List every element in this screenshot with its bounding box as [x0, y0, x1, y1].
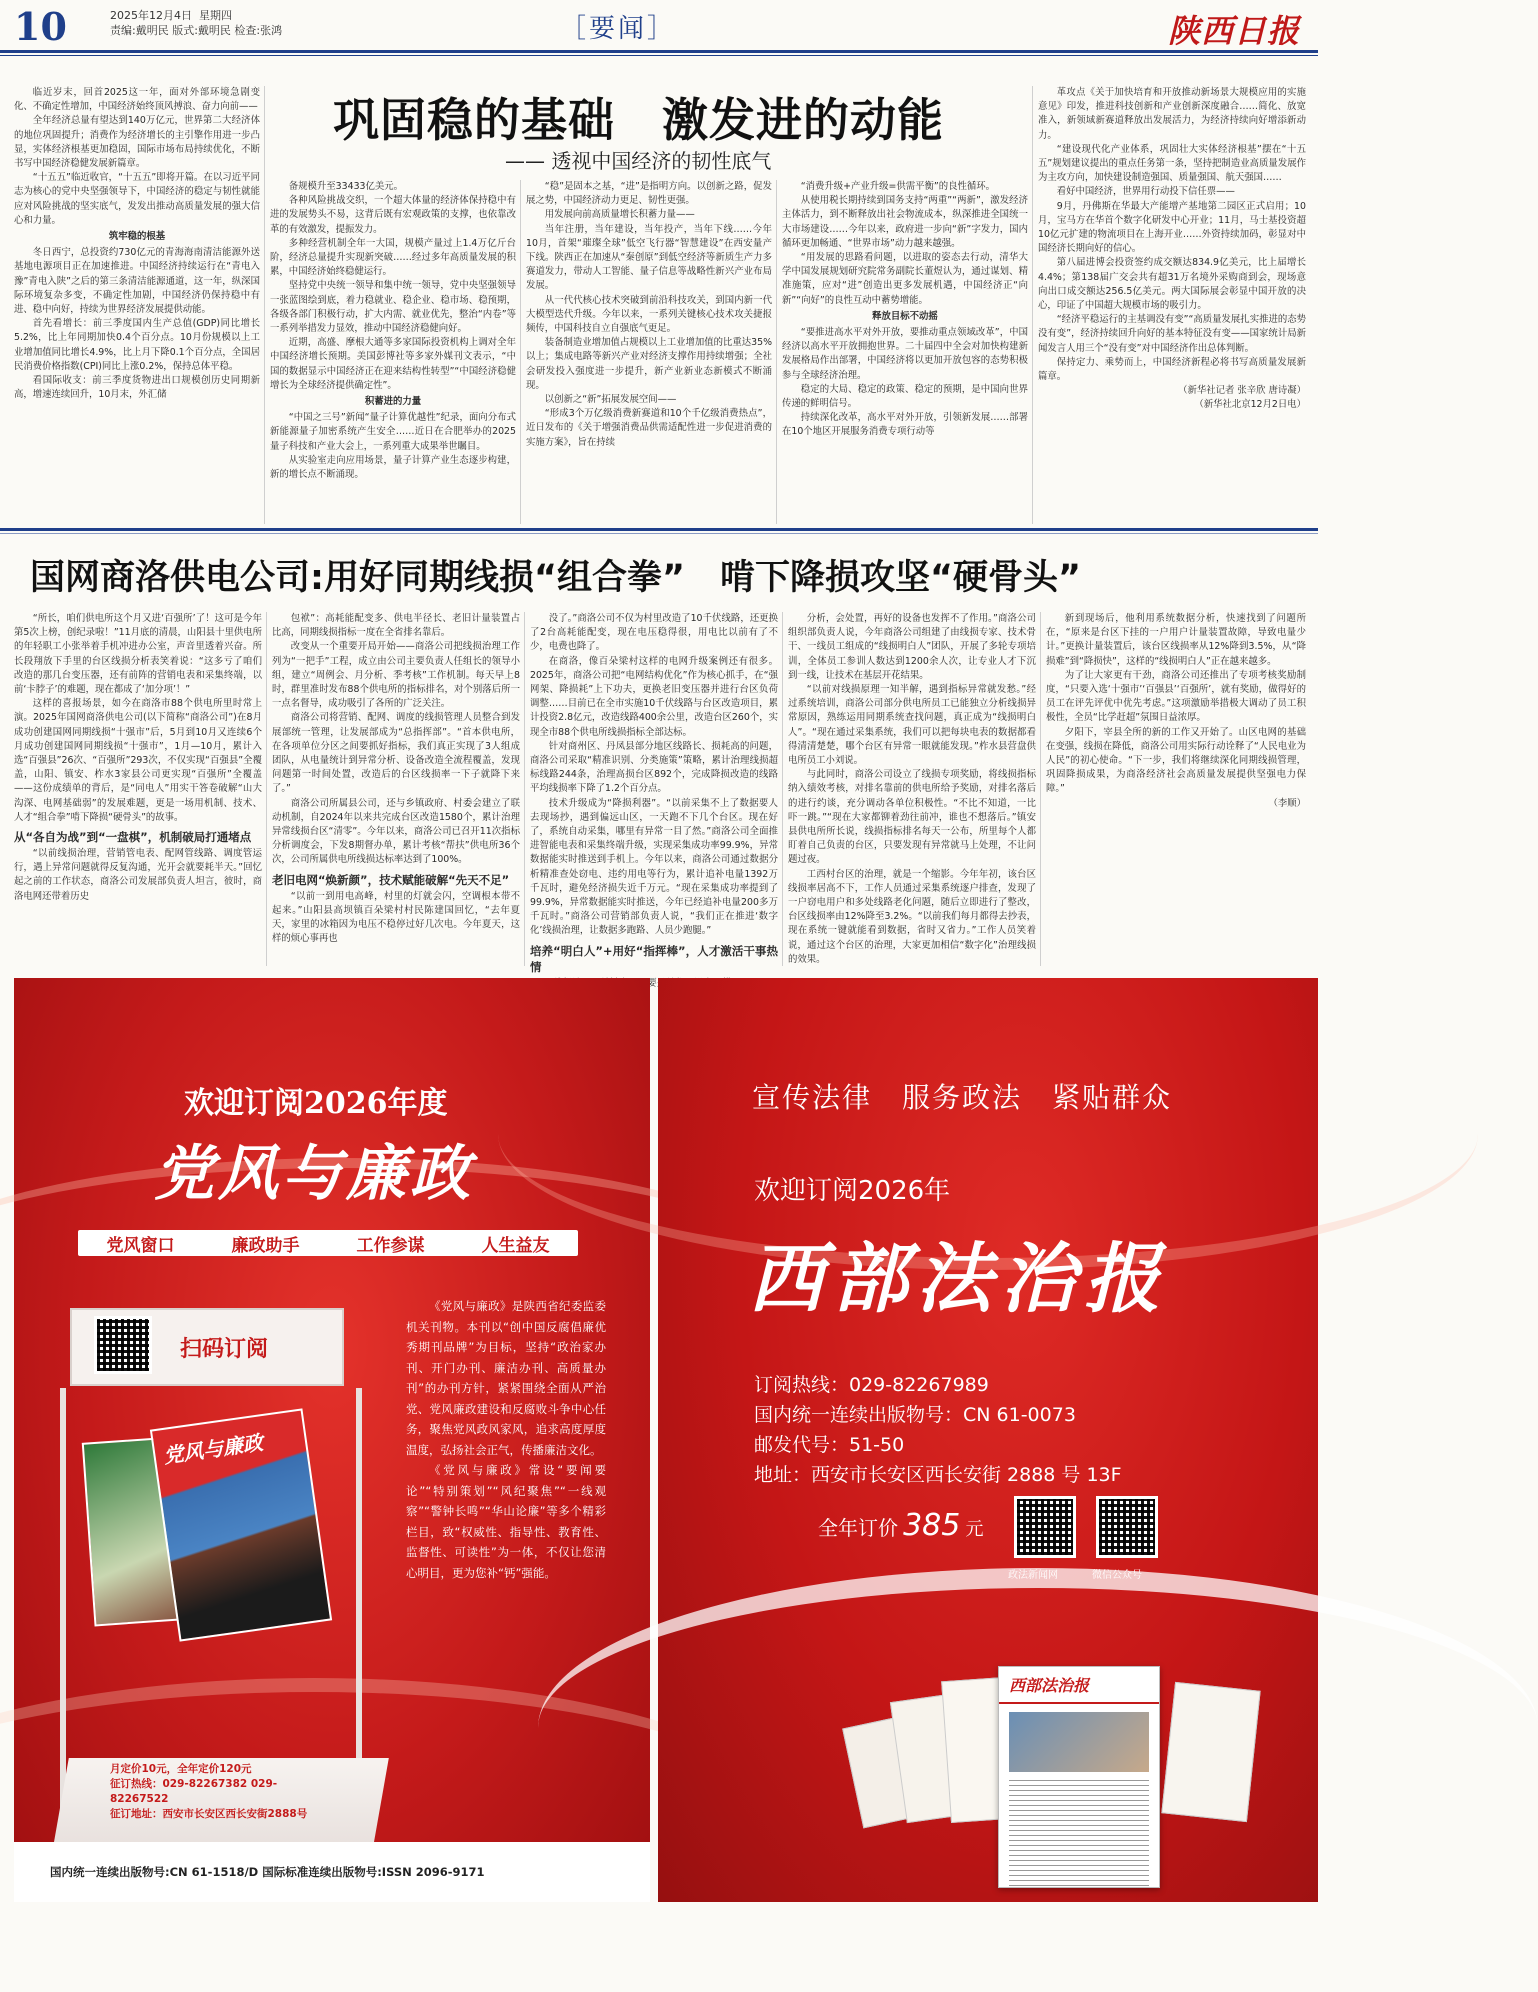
paragraph: 为了让大家更有干劲，商洛公司还推出了专项考核奖励制度，“只要入选‘十强市’‘百强县’‘百强所’，就有奖励，做得好的员工在评先评优中优先考虑。”这项激励举措极大调动了员工积极性，全员“比学赶超”氛围日益浓厚。 — [1046, 669, 1306, 724]
price-unit: 元 — [965, 1519, 984, 1540]
paragraph: 这样的喜报场景，如今在商洛市88个供电所里时常上演。2025年国网商洛供电公司(以下简称“商洛公司”)在8月成功创建国网同期线损“十强市”后，5月到10月又连续6个月成功创建国网同期线损“十强市”，1月—10月，累计入选“百强县”26次、“百强所”293次，不仅实现“百强县”全覆盖，山阳、镇安、柞水3家县公司更实现“百强所”全覆盖——这份成绩单的背后，是“同电人”用实干答卷破解“山大沟深、电网基础弱”的发展难题，更是一场用机制、技术、人才“组合拳”啃下降损“硬骨头”的故事。 — [14, 698, 262, 823]
column-rule — [524, 612, 525, 966]
paragraph: 与此同时，商洛公司设立了线损专项奖励，将线损指标纳入绩效考核，对排名靠前的供电所给予奖励，对排名落后的进行约谈，充分调动各单位积极性。“不比不知道，一比吓一跳。”“现在大家都铆着劲往前冲，谁也不想落后。”镇安县供电所所长说，线损指标排名每天一公布，所里每个人都盯着自己负责的台区，只要发现有异常就马上处理，不让问题过夜。 — [788, 769, 1036, 866]
article2-headline: 国网商洛供电公司:用好同期线损“组合拳” 啃下降损攻坚“硬骨头” — [30, 558, 1082, 598]
paragraph: “以前一到用电高峰，村里的灯就会闪，空调根本带不起来。”山阳县高坝镇百朵梁村村民陈建国回忆，“去年夏天，家里的冰箱因为电压不稳停过好几次电。今年夏天，这样的烦心事再也 — [272, 890, 520, 945]
article1-headline: 巩固稳的基础 激发进的动能 — [333, 93, 944, 147]
paragraph: 夕阳下，宰县全所的新的工作又开始了。山区电网的基础在变强，线损在降低，商洛公司用实际行动诠释了“人民电业为人民”的初心使命。“下一步，我们将继续深化同期线损管理，巩固降损成果，为商洛经济社会高质量发展提供坚强电力保障。” — [1046, 726, 1306, 795]
newspaper-front-page-title: 西部法治报 — [999, 1667, 1159, 1704]
wechat-qr-code[interactable] — [1096, 1496, 1158, 1558]
article1-column-1 — [14, 86, 260, 524]
contact-info — [754, 1370, 1122, 1490]
article2-column-5 — [1046, 612, 1306, 966]
paragraph: 持续深化改革，高水平对外开放，引领新发展……部署在10个地区开展服务消费专项行动等 — [782, 412, 1028, 438]
paragraph: 分析，会处置，再好的设备也发挥不了作用。”商洛公司组织部负责人说，今年商洛公司组建了由线损专家、技术骨干、一线员工组成的“线损明白人”团队，开展了多轮专项培训，全体员工参训人数达到1200余人次，让专业人才下沉到一线，让技术在基层开花结果。 — [788, 613, 1036, 681]
tag: 党风窗口 — [106, 1235, 175, 1256]
paragraph: 全年经济总量有望达到140万亿元，世界第二大经济体的地位巩固提升；消费作为经济增长的主引擎作用进一步凸显，实体经济根基更加稳固，国际市场布局持续优化，不断书写中国经济稳健发展新篇章。 — [14, 115, 260, 170]
issn-info: 国内统一连续出版物号:CN 61-1518/D 国际标准连续出版物号:ISSN 2096-9171 — [50, 1865, 485, 1879]
ad-left-footer — [14, 1842, 650, 1902]
column-rule — [264, 86, 265, 524]
paragraph: 包袱”：高耗能配变多、供电半径长、老旧计量装置占比高，同期线损指标一度在全省排名靠后。 — [272, 613, 520, 639]
publication-number: 国内统一连续出版物号：CN 61-0073 — [754, 1404, 1076, 1426]
price-line: 征订地址：西安市长安区西长安街2888号 — [110, 1808, 308, 1820]
article1-subhead-3: 释放目标不动摇 — [872, 310, 938, 322]
paragraph: 《党风与廉政》是陕西省纪委监委机关刊物。本刊以“创中国反腐倡廉优秀期刊品牌”为目标，坚持“政治家办刊、开门办刊、廉洁办刊、高质量办刊”的办刊方针，紧紧围绕全面从严治党、党风廉政建设和反腐败斗争中心任务，聚焦党风政风家风，追求高度厚度温度，弘扬社会正气，传播廉洁文化。 — [406, 1299, 606, 1457]
scan-subscribe-label: 扫码订阅 — [180, 1337, 269, 1362]
paragraph: “以前线损治理，营销管电表、配网管线路、调度管运行，遇上异常问题就得反复沟通，光开会就要耗半天。”回忆起之前的工作状态，商洛公司发展部负责人坦言，彼时，商洛电网还带着历史 — [14, 848, 262, 902]
paragraph: 首先看增长：前三季度国内生产总值(GDP)同比增长5.2%，比上年同期加快0.4个百分点。10月份规模以上工业增加值同比增长4.9%，比上月下降0.1个百分点，全国居民消费价格指数(CPI)同比上涨0.2%，保持总体平稳。 — [14, 318, 260, 372]
newspaper-logo: 陕西日报 — [1167, 12, 1300, 50]
qr-label: 微信公众号 — [1092, 1570, 1142, 1581]
paragraph: 从一代代核心技术突破到前沿科技攻关，到国内新一代大模型迭代升级。今年以来，一系列关键核心技术攻关捷报频传，中国科技自立自强底气更足。 — [526, 294, 772, 335]
price-info — [110, 1762, 330, 1822]
newspaper-front-page — [998, 1666, 1160, 1888]
newspaper-title: 西部法治报 — [748, 1234, 1168, 1323]
paragraph: “以前对线损原理一知半解，遇到指标异常就发愁。”经过系统培训，商洛公司部分供电所员工已能独立分析线损异常原因，熟练运用同期系统查找问题，真正成为“线损明白人”。“现在通过采集系统，我们可以把每块电表的数据都看得清清楚楚，哪个台区有异常一眼就能发现。”柞水县营盘供电所员工小刘说。 — [788, 684, 1036, 767]
paragraph: “建设现代化产业体系，巩固壮大实体经济根基”摆在“十五五”规划建议提出的重点任务第一条，坚持把制造业高质量发展作为主攻方向，加快建设制造强国、质量强国、航天强国…… — [1038, 143, 1306, 184]
tag: 工作参谋 — [356, 1235, 425, 1256]
ad-right-slogan: 宣传法律 服务政法 紧贴群众 — [752, 1081, 1173, 1114]
byline: （新华社记者 张辛欣 唐诗凝） — [1178, 385, 1306, 397]
price-line: 征订热线：029-82267382 029-82267522 — [110, 1778, 278, 1805]
article2-column-1 — [14, 612, 262, 966]
paragraph: “形成3个万亿级消费新赛道和10个千亿级消费热点”，近日发布的《关于增强消费品供需适配性进一步促进消费的实施方案》，旨在持续 — [526, 408, 772, 448]
masthead-rule — [0, 50, 1318, 53]
paragraph: 多种经营机制全年一大国，规模产量过上1.4万亿斤台阶，经济总量提升实现新突破……经过多年高质量发展的积累，中国经济始终稳健运行。 — [270, 237, 516, 278]
magazine-cover-title: 党风与廉政 — [161, 1430, 265, 1468]
article2-column-3 — [530, 612, 778, 974]
price-line: 月定价10元，全年定价120元 — [110, 1763, 252, 1775]
article1-column-2 — [270, 180, 516, 524]
article1-subhead-2: 积蓄进的力量 — [364, 396, 422, 408]
newspaper-photo — [1009, 1712, 1149, 1772]
newspaper-text-lines — [1009, 1780, 1149, 1890]
paragraph: 改变从一个重要开局开始——商洛公司把线损治理工作列为“一把手”工程，成立由公司主要负责人任组长的领导小组，建立“周例会、月分析、季考核”工作机制。每天早上8时，群里准时发布88个供电所的指标排名，对个别落后所一一点名督导，成功吸引了各所的广泛关注。 — [272, 641, 520, 710]
paragraph: “十五五”临近收官，“十五五”即将开篇。在以习近平同志为核心的党中央坚强领导下，中国经济的稳定与韧性就能应对风险挑战的坚实底气，发发出推动高质量发展的强大信心和力量。 — [14, 172, 260, 226]
paragraph: 从实验室走向应用场景，量子计算产业生态逐步构建，新的增长点不断涌现。 — [270, 454, 516, 481]
magazine-description — [406, 1296, 606, 1583]
paragraph: 用发展向前高质量增长积蓄力量—— — [544, 209, 695, 221]
page-number: 10 — [14, 4, 67, 49]
paragraph: “所长，咱们供电所这个月又进‘百强所’了！这可是今年第5次上榜，创纪录啦！”11月底的清晨，山阳县十里供电所的年轻职工小张举着手机冲进办公室，声音里透着兴奋。所长段翔放下手里的台区线损分析表笑着说：“这多亏了咱们改造的那几台变压器，还有前阵的营销电表和采集终端，以前‘卡脖子’的难题，现在都成了‘加分项’！” — [14, 613, 262, 696]
paragraph: 当年注册，当年建设，当年投产，当年下线……今年10月，首架“璀璨全球”低空飞行器“智慧建设”在西安量产下线。陕西正在加速从“秦创原”到低空经济等新质生产力多赛道发力，带动人工智能、量子信息等战略性新兴产业布局发展。 — [526, 223, 772, 292]
dateline: （新华社北京12月2日电） — [1194, 399, 1306, 411]
paragraph: 装备制造业增加值占规模以上工业增加值的比重达35%以上；集成电路等新兴产业对经济支撑作用持续增强；全社会研发投入强度进一步提升，新产业新业态新模式不断涌现。 — [526, 337, 772, 391]
tag: 廉政助手 — [231, 1235, 300, 1256]
paragraph: 商洛公司将营销、配网、调度的线损管理人员整合到发展部统一管理，让发展部成为“总指挥部”。“首本供电所，在各项单位分区之间要抓好指标，我们真正实现了3人组成团队，从电量统计到异常分析、设备改造全流程覆盖，发现问题第一时间处置，改造后的台区线损率一下子就降下来了。” — [272, 712, 520, 795]
masthead-info — [110, 8, 282, 38]
article-divider — [0, 528, 1318, 531]
paragraph: 技术升级成为“降损利器”。“以前采集不上了数据要人去现场抄，遇到偏远山区，一天跑不下几个台区。现在好了，系统自动采集，哪里有异常一目了然。”商洛公司全面推进智能电表和采集终端升级，实现采集成功率99.9%，异常数据能实时推送到手机上。今年以来，商洛公司通过数据分析精准查处窃电、违约用电等行为，累计追补电量1392万千瓦时，避免经济损失近千万元。“现在采集成功率提到了99.9%，异常数据能实时推送，今年已经追补电量200多万千瓦时。”商洛公司营销部负责人说，“我们正在推进‘数字化’线损治理，让数据多跑路、人员少跑腿。” — [530, 797, 778, 937]
article-divider-thin — [0, 533, 1318, 534]
paragraph: “要推进高水平对外开放，要推动重点领域改革”，中国经济以高水平开放拥抱世界。二十届四中全会对加快构建新发展格局作出部署，中国经济将以更加开放包容的态势积极参与全球经济治理。 — [782, 327, 1028, 381]
website-qr-code[interactable] — [1014, 1496, 1076, 1558]
paragraph: 临近岁末，回首2025这一年，面对外部环境急剧变化、不确定性增加，中国经济始终顶风搏浪、奋力向前—— — [14, 87, 260, 113]
paragraph: “消费升级+产业升级=供需平衡”的良性循环。 — [800, 181, 995, 192]
ad-right-headline: 欢迎订阅2026年 — [754, 1176, 951, 1206]
article2-subhead-2: 老旧电网“焕新颜”，技术赋能破解“先天不足” — [272, 872, 510, 887]
article2-column-4 — [788, 612, 1036, 966]
article1-subhead-1: 筑牢稳的根基 — [108, 231, 166, 243]
magazine-cover-front — [150, 1408, 332, 1641]
issue-date: 2025年12月4日 — [110, 9, 192, 22]
paragraph: 革攻点《关于加快培育和开放推动新场景大规模应用的实施意见》印发，推进科技创新和产业创新深度融合……简化、放宽准入，新领域新赛道释放出发展活力，为经济持续向好增添新动力。 — [1038, 87, 1306, 141]
paragraph: “中国之三号”新闻“量子计算优越性”纪录，面向分布式新能源量子加密系统产生安全……近日在合肥举办的2025量子科技和产业大会上，一系列重大成果举世瞩目。 — [270, 412, 516, 452]
paragraph: 在商洛，像百朵梁村这样的电网升级案例还有很多。2025年，商洛公司把“电网结构优化”作为核心抓手，在“强网架、降损耗”上下功夫，更换老旧变压器并进行台区负荷调整……目前已在全市实施10千伏线路与台区改造项目，累计投资2.8亿元，改造线路400余公里，改造台区260个，实现全市88个供电所线损指标全部达标。 — [530, 655, 778, 738]
paragraph: 保持定力、乘势而上，中国经济新程必将书写高质量发展新篇章。 — [1038, 356, 1306, 383]
paragraph: 稳定的大局、稳定的政策、稳定的预期，是中国向世界传递的鲜明信号。 — [782, 383, 1028, 410]
address: 地址：西安市长安区西长安街 2888 号 13F — [754, 1464, 1122, 1486]
paragraph: 备规模升至33433亿美元。 — [288, 181, 403, 192]
section-label: ［要闻］ — [560, 14, 677, 44]
paragraph: “用发展的思路看问题，以进取的姿态去行动，清华大学中国发展规划研究院常务副院长董煜认为，通过谋划、精准施策，应对“进”创造出更多发展机遇，中国经济正“向新”“向好”的良性互动中蓄势增能。 — [782, 252, 1028, 306]
ad-western-law-newspaper[interactable] — [658, 978, 1318, 1902]
column-rule — [520, 180, 521, 524]
paragraph: 新到现场后，他利用系统数据分析，快速找到了问题所在，“原来是台区下挂的一户用户计量装置故障，导致电量少计。”更换计量装置后，该台区线损率从12%降到3.5%，从“降损难”到“降损快”，这样的“线损明白人”正在越来越多。 — [1046, 613, 1306, 667]
paragraph: 第八届进博会投资签约成交额达834.9亿美元，比上届增长4.4%；第138届广交会共有超31万名境外采购商到会，现场意向出口成交额达256.5亿美元。两大国际展会彰显中国开放的决心，印证了中国超大规模市场的吸引力。 — [1038, 257, 1306, 312]
magazine-title: 党风与廉政 — [154, 1139, 474, 1209]
editor-credits: 责编:戴明民 版式:戴明民 检查:张鸿 — [110, 24, 283, 37]
paragraph: 《党风与廉政》常设“要闻要论”“特别策划”“风纪聚焦”“一线观察”“警钟长鸣”“华山论廉”等多个精彩栏目，致“权威性、指导性、教育性、监督性、可读性”为一体，不仅让您清心明目，更为您补“钙”强能。 — [406, 1463, 606, 1580]
paragraph: 商洛公司所属县公司，还与乡镇政府、村委会建立了联动机制，自2024年以来共完成台区改造1580个，累计治理异常线损台区“清零”。今年以来，商洛公司已召开11次指标分析调度会，下发8期督办单，累计考核“帮扶”供电所36个次，公司所属供电所线损达标率达到了100%。 — [272, 797, 520, 866]
paragraph: 没了。”商洛公司不仅为村里改造了10千伏线路，还更换了2台高耗能配变，现在电压稳得很，用电比以前有了不少，电费也降了。 — [530, 613, 778, 653]
issue-weekday: 星期四 — [199, 9, 232, 22]
column-rule — [1032, 86, 1033, 524]
postal-code: 邮发代号：51-50 — [754, 1434, 905, 1456]
byline: （李顺） — [1268, 797, 1306, 809]
column-rule — [782, 612, 783, 966]
qr-label: 政法新闻网 — [1008, 1570, 1058, 1581]
subscribe-hotline: 订阅热线：029-82267989 — [754, 1374, 989, 1396]
subscribe-qr-code[interactable] — [94, 1316, 152, 1374]
article1-column-5 — [1038, 86, 1306, 524]
article1-subheadline: —— 透视中国经济的韧性底气 — [505, 149, 772, 173]
article1-column-3 — [526, 180, 772, 524]
paragraph: 工西村台区的治理，就是一个缩影。今年年初，该台区线损率居高不下，工作人员通过采集系统逐户排查，发现了一户窃电用户和多处线路老化问题，随后立即进行了整改，台区线损率由12%降至3.2%。“以前我们每月都得去抄表，现在系统一键就能看到数据，省时又省力。”工作人员笑着说，通过这个台区的治理，大家更加相信“数字化”治理线损的效果。 — [788, 868, 1036, 965]
paragraph: 以创新之“新”拓展发展空间—— — [544, 394, 677, 406]
paragraph: 看好中国经济，世界用行动投下信任票—— — [1056, 186, 1235, 198]
paragraph: “稳”是固本之基，“进”是指明方向。以创新之路，促发展之势，中国经济动力更足、韧性更强。 — [526, 181, 772, 207]
column-rule — [776, 180, 777, 524]
price-label: 全年订价 — [818, 1516, 898, 1540]
paragraph: 各种风险挑战交织，一个超大体量的经济体保持稳中有进的发展势头不易，这背后既有宏观政策的支撑，也依靠改革的有效激发，提振发力。 — [270, 195, 516, 235]
paragraph: 坚持党中央统一领导和集中统一领导，党中央坚强领导一张蓝图绘到底，着力稳就业、稳企业、稳市场、稳预期，各级各部门积极行动，扩大内需、就业优先，整治“内卷”等一系列举措发力显效，推动中国经济稳健向好。 — [270, 280, 516, 335]
paragraph: 冬日西宁，总投资约730亿元的青海海南清洁能源外送基地电源项目正在加速推进。中国经济持续运行在“青电入豫”青电入陕”之后的第三条清洁能源通道，这一年，纵深国际环境复杂多变，不确定性加剧，中国经济仍保持稳中有进、稳中向好，持续为世界经济发展提供动能。 — [14, 247, 260, 316]
ad-left-headline: 欢迎订阅2026年度 — [184, 1086, 448, 1121]
article2-subhead-1: 从“各自为战”到“一盘棋”，机制破局打通堵点 — [14, 830, 252, 845]
price-value: 385 — [903, 1508, 961, 1543]
paragraph: 从使用税长期持续到国务支持“两重”“两新”，激发经济主体活力，到不断释放出社会物流成本，纵深推进全国统一大市场建设……今年以来，政府进一步向“新”字发力，国内循环更加畅通、“世界市场”动力越来越强。 — [782, 195, 1028, 249]
column-rule — [1040, 612, 1041, 966]
ad-left-tag-bar — [78, 1230, 578, 1256]
newspaper-sample — [1161, 1682, 1260, 1822]
tag: 人生益友 — [481, 1235, 550, 1256]
article1-column-4 — [782, 180, 1028, 524]
paragraph: 看国际收支：前三季度货物进出口规模创历史同期新高，增速连续回升，10月末，外汇储 — [14, 375, 260, 401]
article2-column-2 — [272, 612, 520, 966]
paragraph: 针对商州区、丹凤县部分地区线路长、损耗高的问题，商洛公司采取“精准识别、分类施策”策略，累计治理线损超标线路244条，治理高损台区892个，完成降损改造的线路平均线损率下降了1.2个百分点。 — [530, 740, 778, 795]
masthead-rule-thin — [0, 55, 1318, 56]
column-rule — [266, 612, 267, 966]
article2-subhead-3: 培养“明白人”+用好“指挥棒”，人才激活干事热情 — [530, 943, 778, 974]
paragraph: 9月，丹佛斯在华最大产能增产基地第二园区正式启用；10月，宝马方在华首个数字化研发中心开业；11月，马士基投资超10亿元扩建的物流项目在上海开业……外资持续加码，彰显对中国经济长期向好的信心。 — [1038, 200, 1306, 255]
annual-price — [818, 1508, 983, 1543]
paragraph: 近期，高盛、摩根大通等多家国际投资机构上调对全年中国经济增长预期。美国彭博社等多家外媒刊文表示，“中国的数据显示中国经济正在迎来结构性转型”“中国经济稳健增长为全球经济提供确定性”。 — [270, 337, 516, 391]
paragraph: “经济平稳运行的主基调没有变”“高质量发展扎实推进的态势没有变”，经济持续回升向好的基本特征没有变——国家统计局新闻发言人用三个“没有变”对中国经济作出总体判断。 — [1038, 314, 1306, 354]
